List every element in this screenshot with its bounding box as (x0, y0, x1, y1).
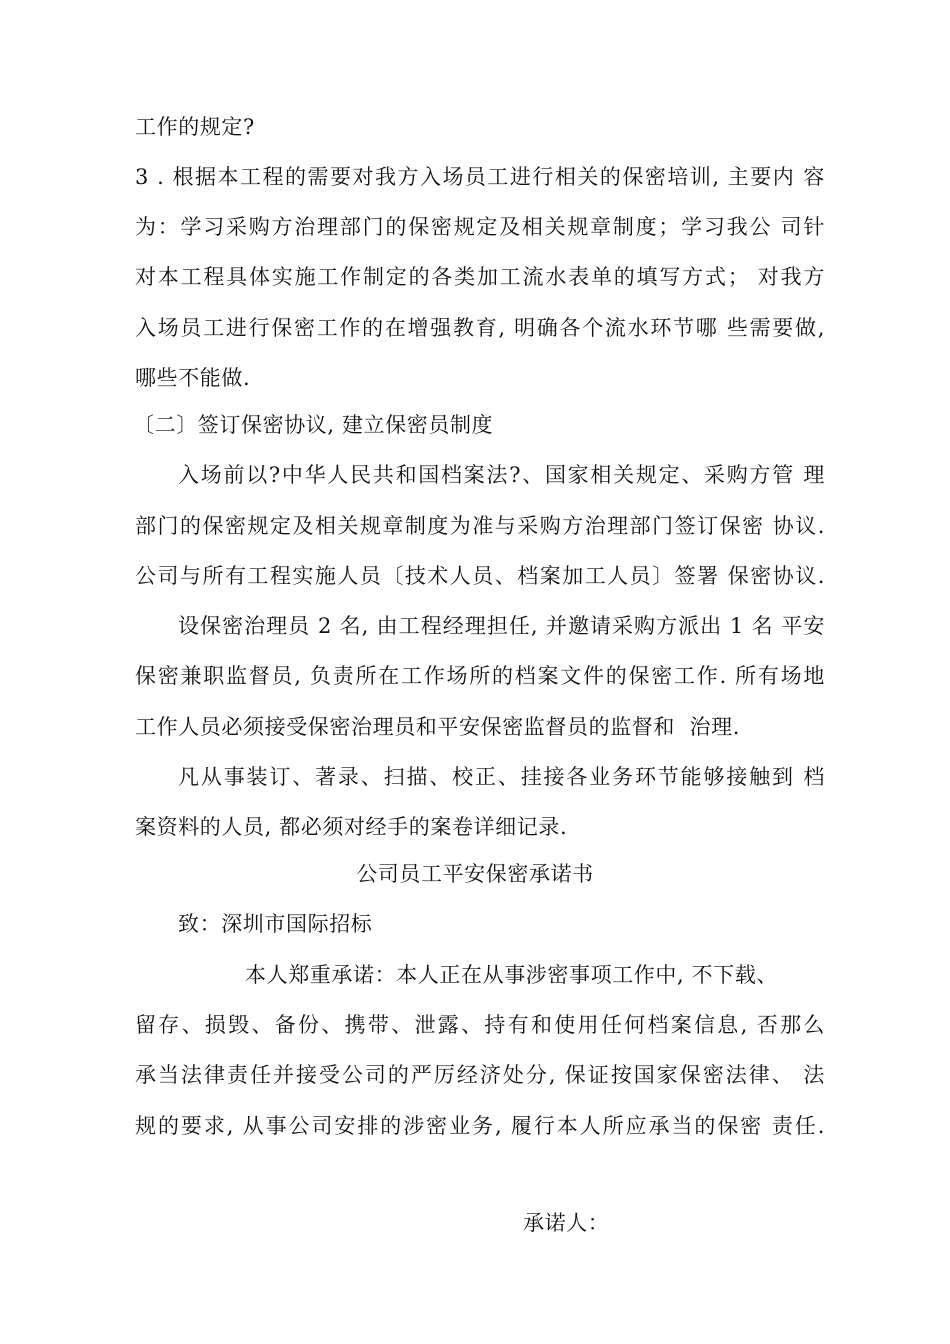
text-line-2: 3 . 根据本工程的需要对我方入场员工进行相关的保密培训, 主要内 容 (135, 165, 825, 189)
text-line-9: 部门的保密规定及相关规章制度为准与采购方治理部门签订保密 协议. (135, 514, 825, 538)
text-line-10: 公司与所有工程实施人员〔技术人员、档案加工人员〕签署 保密协议. (135, 564, 825, 588)
text-line-5: 入场员工进行保密工作的在增强教育, 明确各个流水环节哪 些需要做, (135, 316, 825, 340)
text-line-3: 为：学习采购方治理部门的保密规定及相关规章制度；学习我公 司针 (135, 215, 825, 239)
text-line-8: 入场前以?中华人民共和国档案法?、国家相关规定、采购方管 理 (178, 463, 825, 487)
text-line-6: 哪些不能做. (135, 366, 251, 390)
text-line-12: 保密兼职监督员, 负责所在工作场所的档案文件的保密工作. 所有场地 (135, 664, 825, 688)
text-line-4: 对本工程具体实施工作制定的各类加工流水表单的填写方式； 对我方 (135, 265, 825, 289)
text-line-21: 规的要求, 从事公司安排的涉密业务, 履行本人所应承当的保密 责任. (135, 1114, 825, 1138)
signatory-label: 承诺人： (523, 1211, 610, 1235)
text-line-15: 案资料的人员, 都必须对经手的案卷详细记录. (135, 815, 568, 839)
addressee-line: 致：深圳市国际招标 (178, 912, 373, 936)
text-line-20: 承当法律责任并接受公司的严厉经济处分, 保证按国家保密法律、 法 (135, 1063, 825, 1087)
pledge-title: 公司员工平安保密承诺书 (356, 862, 594, 886)
section-heading: 〔二〕签订保密协议, 建立保密员制度 (133, 413, 494, 437)
text-line-13: 工作人员必须接受保密治理员和平安保密监督员的监督和 治理. (135, 715, 741, 739)
text-line-18: 本人郑重承诺：本人正在从事涉密事项工作中, 不下载、 (245, 963, 778, 987)
text-line-1: 工作的规定? (135, 115, 255, 139)
text-line-14: 凡从事装订、著录、扫描、校正、挂接各业务环节能够接触到 档 (178, 765, 825, 789)
text-line-19: 留存、损毁、备份、携带、泄露、持有和使用任何档案信息, 否那么 (135, 1013, 825, 1037)
text-line-11: 设保密治理员 2 名, 由工程经理担任, 并邀请采购方派出 1 名 平安 (178, 614, 825, 638)
